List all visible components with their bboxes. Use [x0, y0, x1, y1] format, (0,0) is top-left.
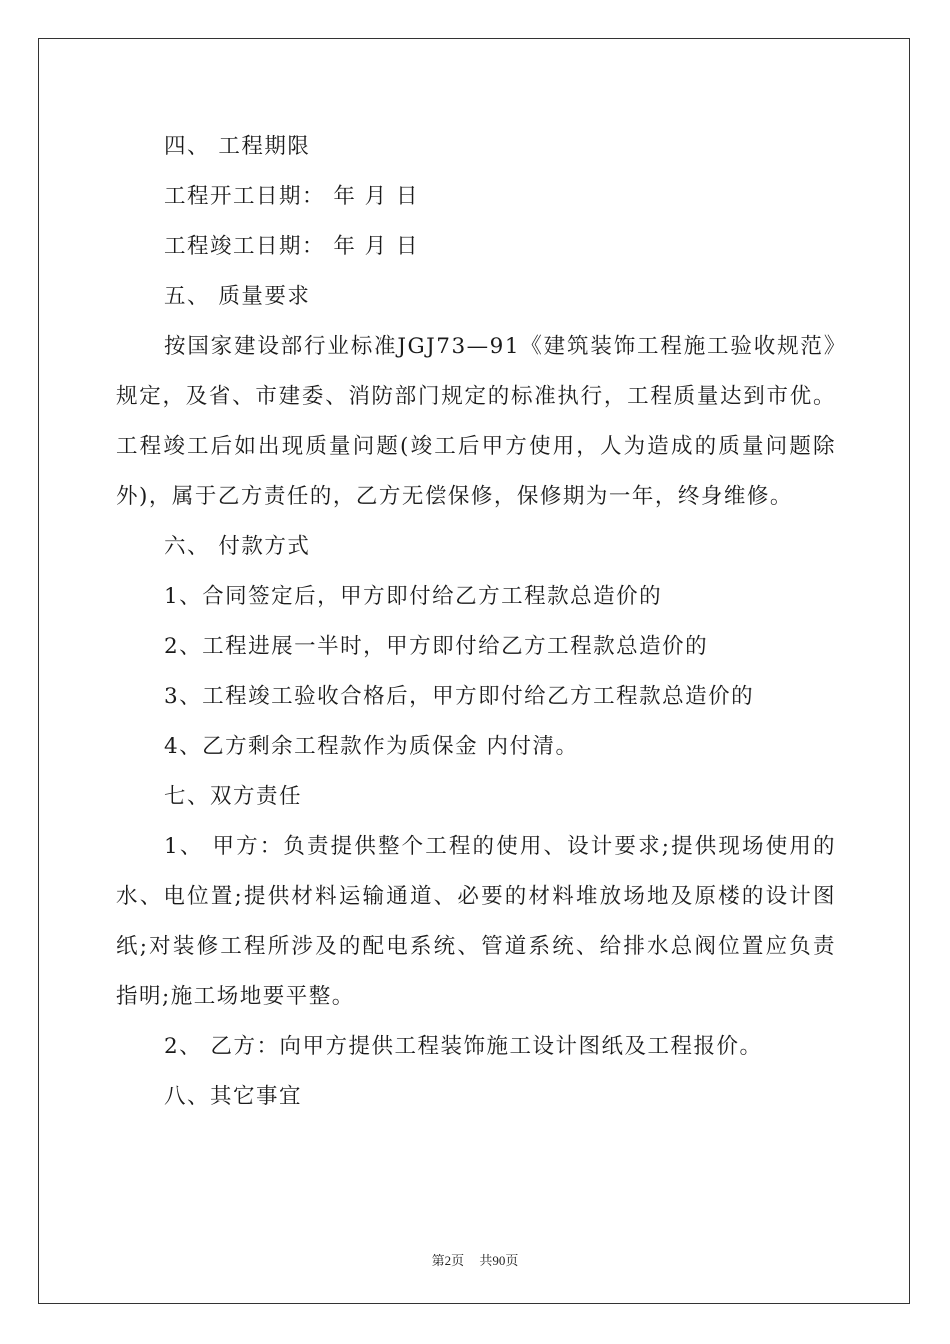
- section-6-heading: 六、 付款方式: [164, 534, 311, 559]
- page-number: 第2页: [431, 1253, 465, 1268]
- payment-item-4: 4、乙方剩余工程款作为质保金 内付清。: [164, 734, 579, 759]
- document-body: [116, 122, 836, 1122]
- payment-item-2: 2、工程进展一半时，甲方即付给乙方工程款总造价的: [164, 634, 709, 659]
- duty-party-b-line: 2、 乙方：向甲方提供工程装饰施工设计图纸及工程报价。: [164, 1034, 763, 1059]
- section-5-heading: 五、 质量要求: [164, 284, 311, 309]
- section-4-heading: 四、 工程期限: [164, 134, 311, 159]
- section-7-heading: 七、双方责任: [164, 784, 303, 809]
- duty-party-a-paragraph: 1、 甲方：负责提供整个工程的使用、设计要求;提供现场使用的水、电位置;提供材料运输通道、必要的材料堆放场地及原楼的设计图纸;对装修工程所涉及的配电系统、管道系统、给排水总阀位置应负责指明;施工场地要平整。: [116, 834, 836, 1009]
- total-pages: 共90页: [479, 1253, 519, 1268]
- quality-paragraph: 按国家建设部行业标准JGJ73—91《建筑装饰工程施工验收规范》规定，及省、市建委、消防部门规定的标准执行，工程质量达到市优。工程竣工后如出现质量问题(竣工后甲方使用，人为造成的质量问题除外)，属于乙方责任的，乙方无偿保修，保修期为一年，终身维修。: [116, 334, 836, 509]
- payment-item-3: 3、工程竣工验收合格后，甲方即付给乙方工程款总造价的: [164, 684, 755, 709]
- start-date-line: 工程开工日期： 年 月 日: [164, 184, 420, 209]
- payment-item-1: 1、合同签定后，甲方即付给乙方工程款总造价的: [164, 584, 663, 609]
- end-date-line: 工程竣工日期： 年 月 日: [164, 234, 420, 259]
- section-8-heading: 八、其它事宜: [164, 1084, 303, 1109]
- page-footer: [0, 1250, 950, 1269]
